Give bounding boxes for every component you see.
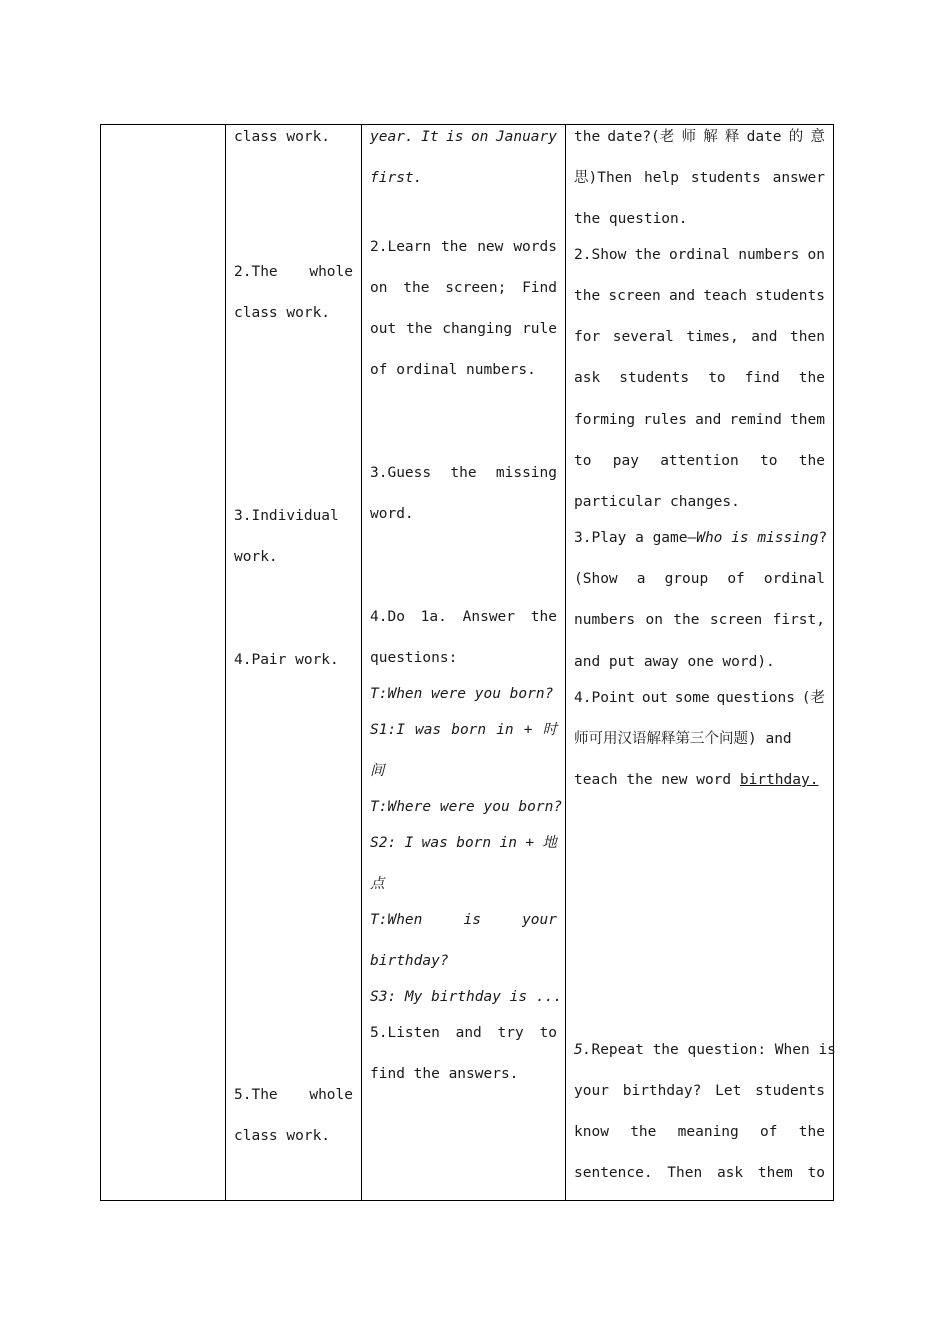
student-2-line: of ordinal numbers. [370,362,536,378]
teacher-1-line: the question. [574,211,688,227]
student-2-line: out the changing rule [370,321,557,337]
teacher-4-line: teach the new word birthday. [574,772,819,788]
activity-3-line: 3.Individual [234,508,339,524]
student-2-line: 2.Learn the new words [370,239,557,255]
activity-5-line: class work. [234,1128,331,1144]
column-divider [361,125,362,1200]
teacher-2-line: the screen and teach students [574,288,825,304]
column-divider [565,125,566,1200]
student-5-line: 5.Listen and try to [370,1025,557,1041]
activity-1-line: class work. [234,129,331,145]
teacher-2-line: for several times, and then [574,329,825,345]
dialogue-line: 间 [370,763,385,779]
teacher-1-line: 思)Then help students answer [574,170,825,186]
teacher-3-line: (Show a group of ordinal [574,571,825,587]
activity-4-line: 4.Pair work. [234,652,339,668]
teacher-5-line: your birthday? Let students [574,1083,825,1099]
dialogue-line: S1:I was born in + 时 [370,722,557,738]
student-4-line: questions: [370,650,458,666]
teacher-3-line: numbers on the screen first, [574,612,825,628]
activity-2-line: 2.The whole [234,264,353,280]
dialogue-line: T:When is your [370,912,557,928]
activity-2-line: class work. [234,305,331,321]
teacher-4-line: 4.Point out some questions (老 [574,690,825,706]
column-divider [225,125,226,1200]
student-3-line: word. [370,506,414,522]
teacher-3-line: and put away one word). [574,654,775,670]
student-4-line: 4.Do 1a. Answer the [370,609,557,625]
teacher-5-line: know the meaning of the [574,1124,825,1140]
teacher-2-line: 2.Show the ordinal numbers on [574,247,825,263]
teacher-2-line: ask students to find the [574,370,825,386]
dialogue-line: birthday? [370,953,449,969]
dialogue-line: 点 [370,876,385,892]
teacher-3-line: 3.Play a game—Who is missing? [574,530,828,546]
teacher-4-line: 师可用汉语解释第三个问题) and [574,731,792,747]
dialogue-line: T:Where were you born? [370,799,563,815]
student-3-line: 3.Guess the missing [370,465,557,481]
activity-5-line: 5.The whole [234,1087,353,1103]
teacher-2-line: particular changes. [574,494,740,510]
teacher-2-line: to pay attention to the [574,453,825,469]
dialogue-line: T:When were you born? [370,686,554,702]
activity-3-line: work. [234,549,278,565]
student-1-line: year. It is on January [370,129,557,145]
teacher-2-line: forming rules and remind them [574,412,825,428]
dialogue-line: S2: I was born in + 地 [370,835,557,851]
teacher-5-line: 5.Repeat the question: When is [574,1042,836,1058]
student-2-line: on the screen; Find [370,280,557,296]
dialogue-line: S3: My birthday is ... [370,989,563,1005]
teacher-1-line: the date?(老 师 解 释 date 的 意 [574,129,825,145]
student-1-line: first. [370,170,423,186]
teacher-5-line: sentence. Then ask them to [574,1165,825,1181]
student-5-line: find the answers. [370,1066,519,1082]
